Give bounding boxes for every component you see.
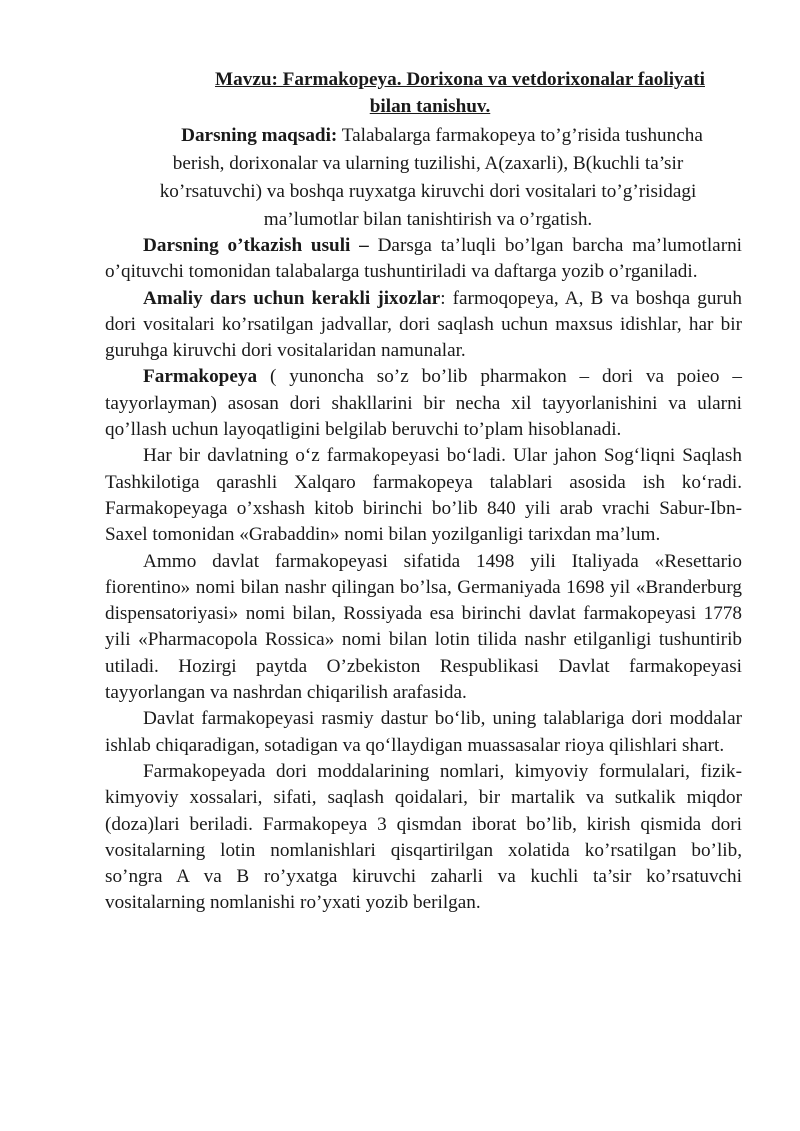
paragraph-4: Har bir davlatning o‘z farmakopeyasi bo‘ladi. Ular jahon Sog‘liqni Saqlash Tashkilotiga qarashli Xalqaro farmakopeya talablari asosida ish ko‘radi. Farmakopeyaga o’xshash kitob birinchi bo’lib 840 yili arab vrachi Sabur-Ibn-Saxel tomonidan «Grabaddin» nomi bilan yozilganligi tarixdan ma’lum.: [105, 445, 742, 546]
equipment-label: Amaliy dars uchun kerakli jixozlar: [143, 287, 441, 309]
goal-text-1: Talabalarga farmakopeya to’g’risida tushuncha: [337, 125, 703, 146]
goal-line-4: ma’lumotlar bilan tanishtirish va o’rgatish.: [263, 209, 593, 230]
title-line-1: Mavzu: Farmakopeya. Dorixona va vetdorixonalar faoliyati: [215, 69, 705, 90]
lesson-goal: [108, 122, 748, 234]
pharmacopoeia-label: Farmakopeya: [143, 366, 258, 388]
paragraph-7: Farmakopeyada dori moddalarining nomlari, kimyoviy formulalari, fizik-kimyoviy xossalari, sifati, saqlash qoidalari, bir martalik va sutkalik miqdor (doza)lari beriladi. Farmakopeya 3 qismdan iborat bo’lib, kirish qismida dori vositalarning lotin nomlanishlari qisqartirilgan xolatida ko’rsatilgan bo’lib, so’ngra A va B ro’yxatga kiruvchi zaharli va kuchli ta’sir ko’rsatuvchi vositalarning nomlanishi ro’yxati yozib berilgan.: [105, 760, 742, 914]
paragraph-method: [105, 233, 742, 286]
equipment-text: : farmoqopeya, A, B va boshqa guruh dori vositalari ko’rsatilgan jadvallar, dori saqlash uchun maxsus idishlar, har bir guruhga kiruvchi dori vositalaridan namunalar.: [105, 287, 742, 362]
method-label: Darsning o’tkazish usuli –: [143, 235, 369, 256]
paragraph-equipment: [105, 286, 742, 365]
lesson-title: [110, 66, 750, 120]
title-line-2: bilan tanishuv.: [369, 96, 491, 117]
goal-label: Darsning maqsadi:: [181, 125, 338, 146]
document-body: [105, 233, 742, 917]
paragraph-6: Davlat farmakopeyasi rasmiy dastur bo‘lib, uning talablariga dori moddalar ishlab chiqaradigan, sotadigan va qo‘llaydigan muassasalar rioya qilishlari shart.: [105, 708, 742, 756]
pharmacopoeia-text: ( yunoncha so’z bo’lib pharmakon – dori va poieo – tayyorlayman) asosan dori shakllarini bir necha xil tayyorlanishini va ularni qo’llash uchun layoqatligini belgilab beruvchi to’plam hisoblanadi.: [105, 366, 742, 441]
goal-line-1: [108, 122, 748, 150]
goal-line-3: ko’rsatuvchi) va boshqa ruyxatga kiruvchi dori vositalari to’g’risidagi: [159, 181, 697, 202]
method-text: Darsga ta’luqli bo’lgan barcha ma’lumotlarni o’qituvchi tomonidan talabalarga tushuntiriladi va daftarga yozib o’rganiladi.: [105, 235, 743, 283]
paragraph-5: Ammo davlat farmakopeyasi sifatida 1498 yili Italiyada «Resettario fiorentino» nomi bilan nashr qilingan bo’lsa, Germaniyada 1698 yil «Branderburg dispensatoriyasi» nomi bilan, Rossiyada esa birinchi davlat farmakopeyasi 1778 yili «Pharmacopola Rossica» nomi bilan lotin tilida nashr etilganligi tushuntirib utiladi. Hozirgi paytda O’zbekiston Respublikasi Davlat farmakopeyasi tayyorlangan va nashrdan chiqarilish arafasida.: [105, 550, 742, 704]
paragraph-pharmacopoeia: [105, 364, 742, 443]
goal-line-2: berish, dorixonalar va ularning tuzilishi, A(zaxarli), B(kuchli ta’sir: [172, 153, 684, 174]
